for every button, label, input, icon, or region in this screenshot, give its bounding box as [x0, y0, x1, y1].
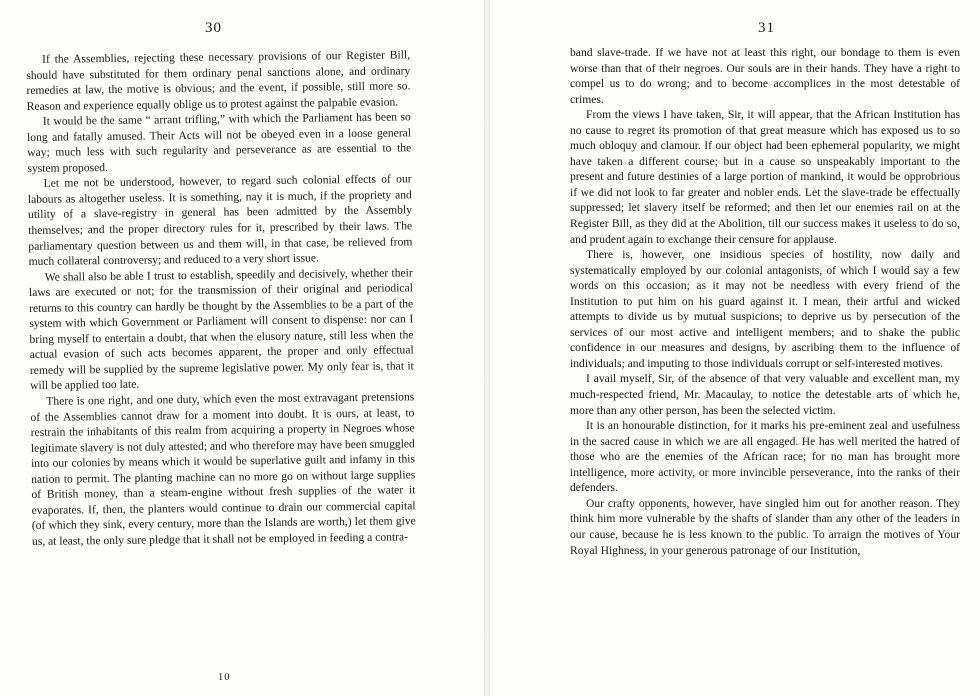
right-paragraph-6: Our crafty opponents, however, have singled him out for another reason. They think him more vulnerable by the shafts of slander than any other of the leaders in our cause, because he is less known to the public. To arraign the motives of Your Royal Highness, in your generous patronage of our Institution,: [570, 496, 960, 557]
right-page-text: [570, 45, 960, 558]
left-page-text: [26, 47, 416, 549]
right-paragraph-1: band slave-trade. If we have not at least this right, our bondage to them is even worse than that of their negroes. Our souls are in their hands. They have a right to compel us to do wrong; and to become accomplices in the most detestable of crimes.: [570, 46, 960, 106]
right-page-number: 31: [758, 20, 775, 36]
right-page: [490, 0, 980, 696]
left-paragraph-5: There is one right, and one duty, which even the most extravagant pretensions of the Assemblies cannot draw for a moment into doubt. It is ours, at least, to restrain the inhabitants of this realm from acquiring a property in Negroes whose legitimate slavery is not duly attested; and who therefore may have been smuggled into our colonies by means which it would be superlative guilt and infamy in this nation to permit. The planting machine can no more go on without large supplies of British money, than a steam-engine without fresh supplies of the water it evaporates. If, then, the planters would continue to drain our commercial capital (of which they sink, every century, more than the Islands are worth,) let them give us, at least, the only sure pledge that it shall not be employed in feeding a contra-: [30, 390, 416, 548]
left-paragraph-1: If the Assemblies, rejecting these necessary provisions of our Register Bill, should have substituted for them ordinary penal sanctions alone, and ordinary remedies at law, the motive is obvious; and the event, if possible, still more so. Reason and experience equally oblige us to protest against the palpable evasion.: [26, 48, 411, 113]
printer-signature: 10: [218, 672, 231, 683]
left-page: [0, 0, 485, 696]
left-paragraph-3: Let me not be understood, however, to regard such colonial effects of our labours as altogether useless. It is something, nay it is much, if the propriety and utility of a slave-registry in general has been admitted by the Assembly themselves; and the proper directory rules for it, prescribed by their laws. The parliamentary question between us and them will, in that case, be relieved from much collateral controversy; and reduced to a very short issue.: [27, 172, 413, 269]
left-page-number: 30: [205, 20, 222, 36]
left-paragraph-2: It would be the same “ arrant trifling,” with which the Parliament has been so long and fatally amused. Their Acts will not be obeyed even in a loose general way; much less with such regularity and perseverance as are essential to the system proposed.: [26, 110, 412, 175]
right-paragraph-4: I avail myself, Sir, of the absence of that very valuable and excellent man, my much-respected friend, Mr. Macaulay, to notice the detestable arts of which he, more than any other person, has been the selected victim.: [570, 372, 960, 417]
right-paragraph-2: From the views I have taken, Sir, it will appear, that the African Institution has no cause to regret its promotion of that great measure which has exposed us to so much obloquy and clamour. If our object had been ephemeral popularity, we might have taken a different course; but in a cause so unspeakably important to the present and future destinies of a large portion of mankind, it would be opprobrious if we did not look to far greater and nobler ends. Let the slave-trade be effectually suppressed; let slavery itself be reformed; and then let our enemies rail on at the Register Bill, as they did at the Abolition, till our success makes it useless to do so, and prudent again to exchange their censure for applause.: [570, 108, 960, 246]
left-paragraph-4: We shall also be able I trust to establish, speedily and decisively, whether their laws are executed or not; for the transmission of their original and periodical returns to this country can hardly be thought by the Assemblies to be a part of the system with which Government or Parliament will consent to dispense: nor can I bring myself to entertain a doubt, that when the elusory nature, still less when the actual evasion of such acts becomes apparent, the proper and only effectual remedy will be supplied by the supreme legislative power. My only fear is, that it will be applied too late.: [28, 265, 414, 393]
right-paragraph-3: There is, however, one insidious species of hostility, now daily and systematically employed by our colonial antagonists, of which I would say a few words on this occasion; as it may not be needless with every friend of the Institution to put him on his guard against it. I mean, their artful and wicked attempts to divide us by mutual suspicions; to deprive us by persecution of the services of our most active and intelligent members; and to shake the public confidence in our measures and designs, by ascribing them to the influence of individuals; and imputing to those individuals corrupt or self-interested motives.: [570, 248, 960, 370]
right-paragraph-5: It is an honourable distinction, for it marks his pre-eminent zeal and usefulness in the sacred cause in which we are all engaged. He has well merited the hatred of those who are the enemies of the African race; for no man has brought more intelligence, more activity, or more invincible perseverance, into the ranks of their defenders.: [570, 419, 960, 495]
